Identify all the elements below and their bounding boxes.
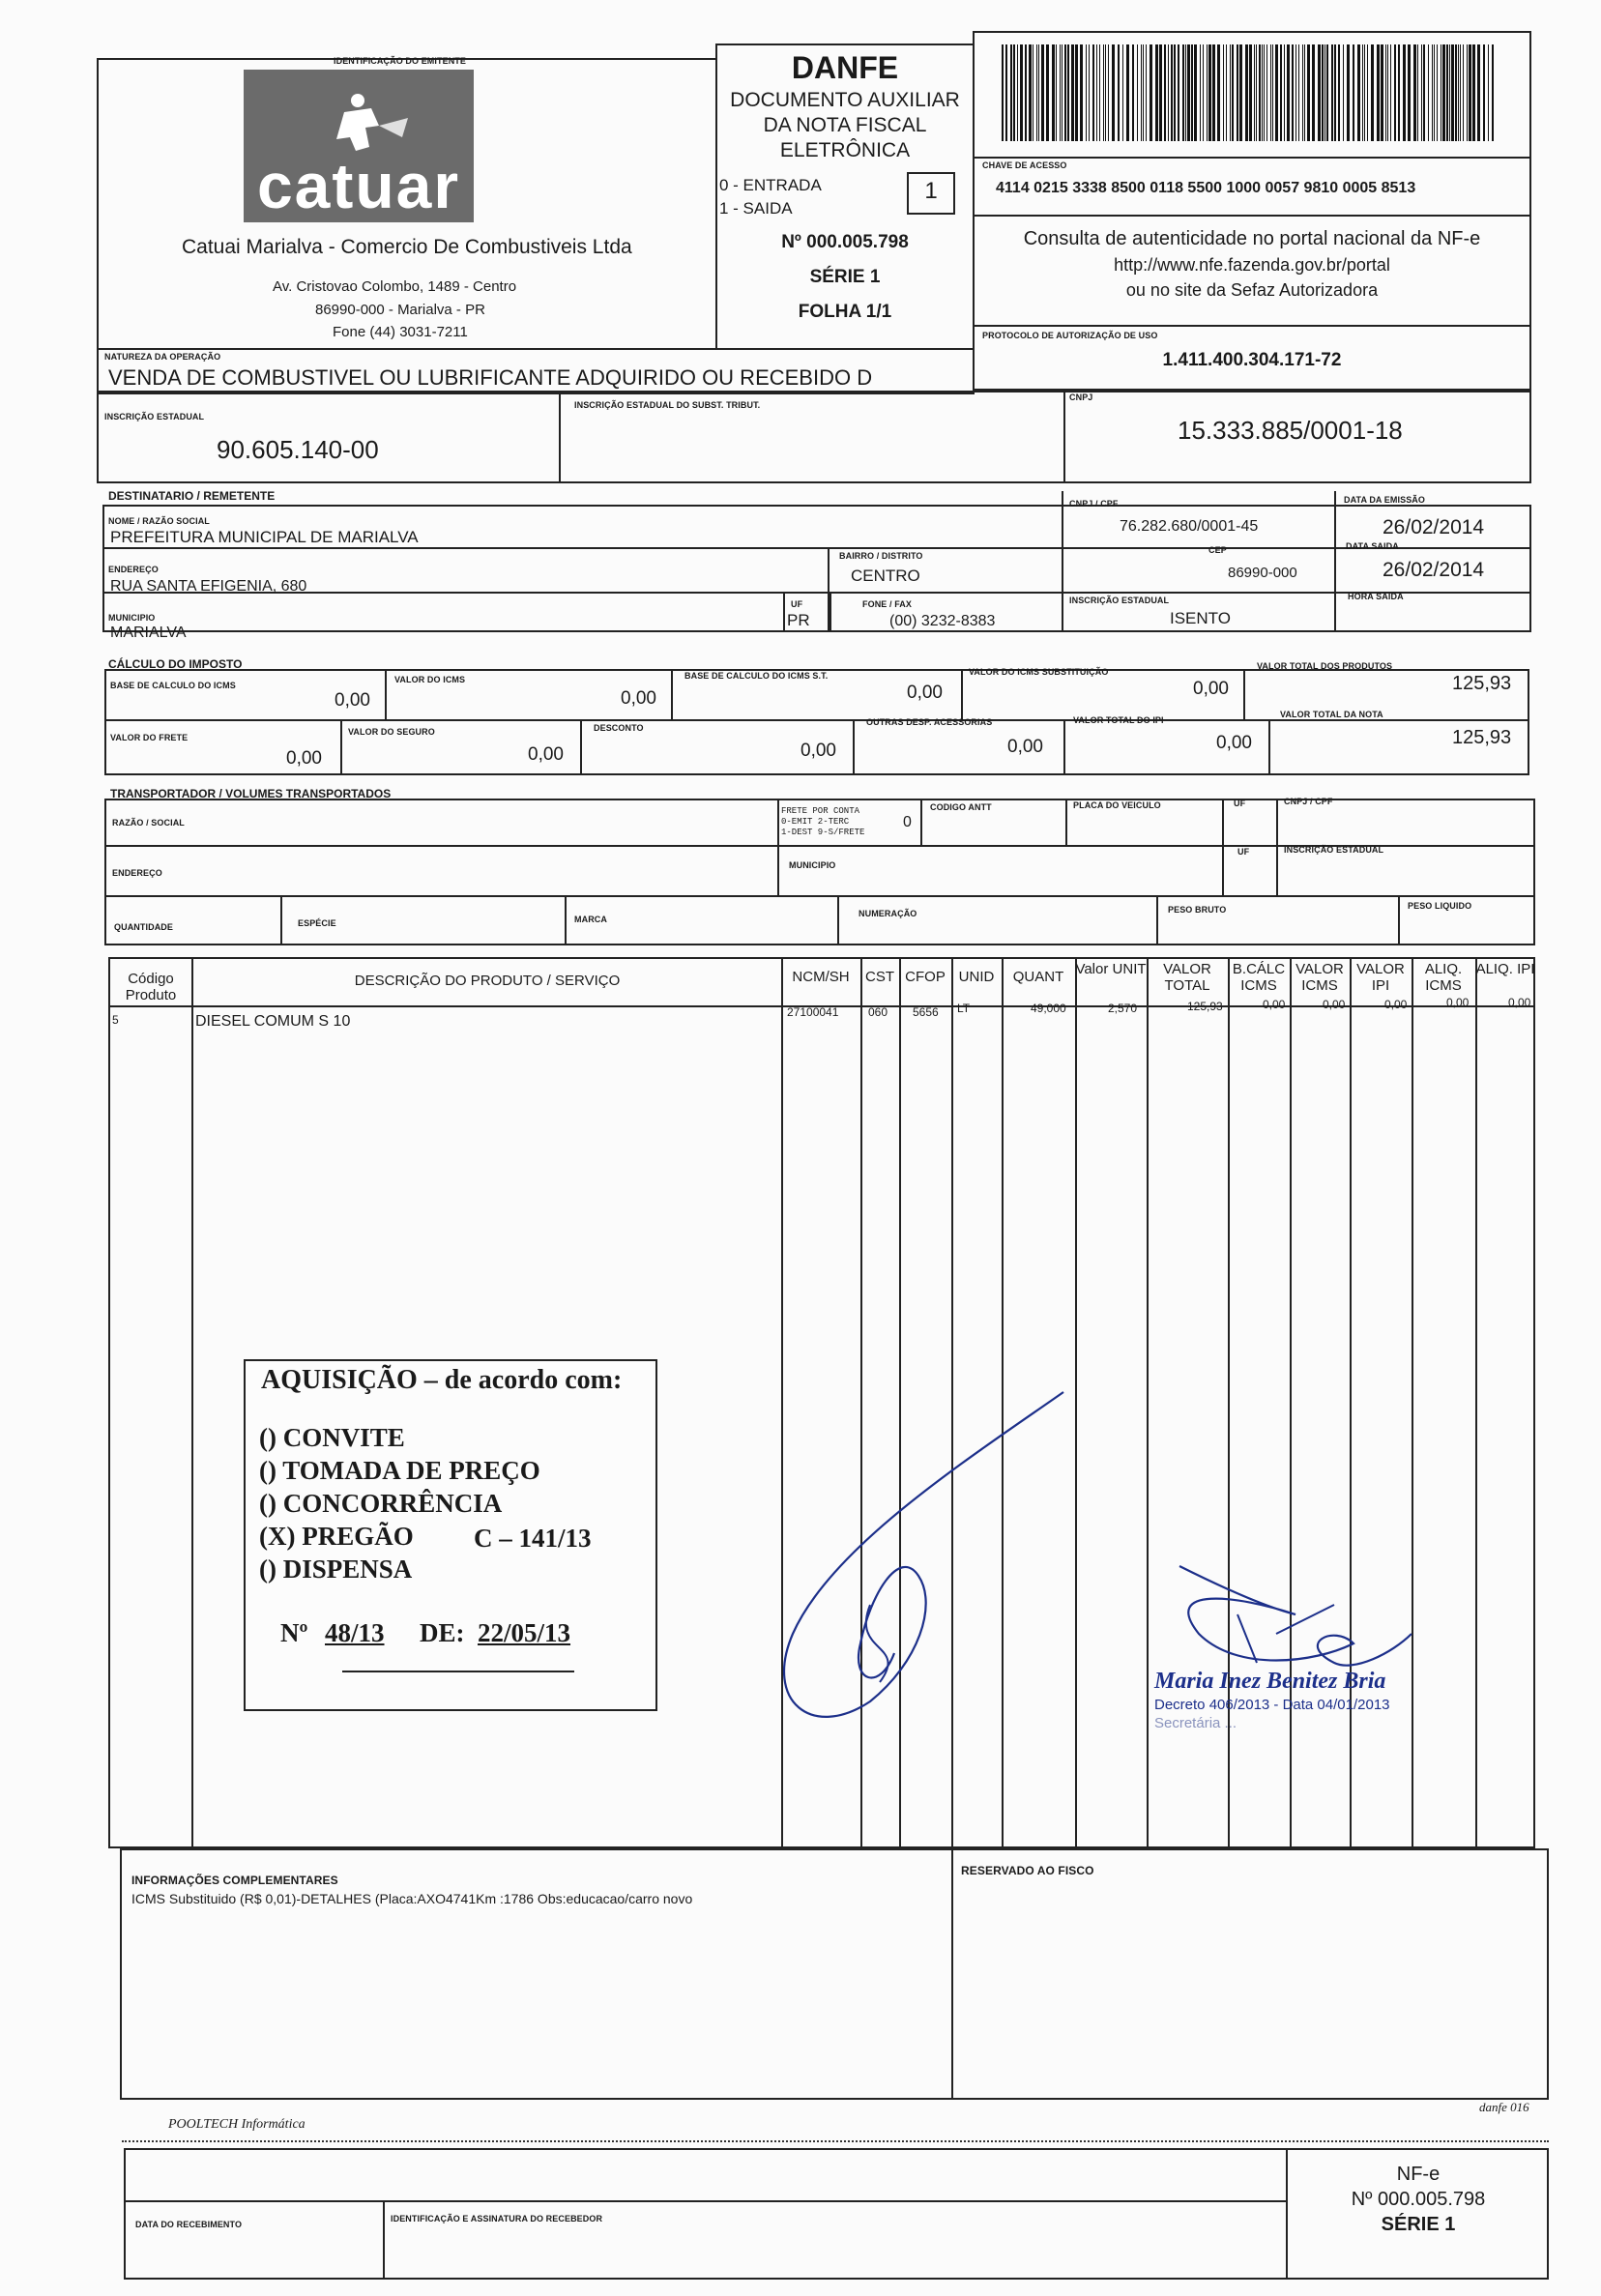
barcode-bar — [1357, 44, 1360, 141]
barcode-bar — [1432, 44, 1433, 141]
barcode-bar — [1295, 44, 1296, 141]
barcode-bar — [1467, 44, 1468, 141]
barcode-bar — [1017, 44, 1018, 141]
col-cfop: CFOP — [905, 969, 946, 985]
dest-cnpj: 76.282.680/0001-45 — [1120, 518, 1259, 535]
dest-emissao: 26/02/2014 — [1383, 516, 1485, 538]
barcode-bar — [1451, 44, 1454, 141]
natureza-value: VENDA DE COMBUSTIVEL OU LUBRIFICANTE ADQUIRIDO OU RECEBIDO D — [108, 365, 873, 390]
barcode-bar — [1449, 44, 1450, 141]
destinatario-box — [102, 505, 1531, 632]
barcode-bar — [1343, 44, 1344, 141]
barcode-bar — [1194, 44, 1197, 141]
barcode-bar — [1442, 44, 1445, 141]
barcode-bar — [1086, 44, 1087, 141]
ipi-label: VALOR TOTAL DO IPI — [1073, 715, 1164, 725]
barcode-bar — [1266, 44, 1267, 141]
frete-value: 0 — [903, 814, 912, 830]
barcode-bar — [1254, 44, 1255, 141]
emitente-cnpj-value: 15.333.885/0001-18 — [1178, 416, 1403, 445]
barcode-bar — [1150, 44, 1152, 141]
canhoto-serie: SÉRIE 1 — [1381, 2214, 1456, 2235]
barcode-bar — [1371, 44, 1374, 141]
frete-line-3: 1-DEST 9-S/FRETE — [781, 828, 865, 837]
emitente-header-label: IDENTIFICAÇÃO DO EMITENTE — [334, 56, 466, 66]
dest-nome-label: NOME / RAZÃO SOCIAL — [108, 516, 210, 526]
col-codigo: Código Produto — [125, 971, 177, 1003]
row-quant: 49,000 — [1031, 1002, 1066, 1015]
barcode-bar — [1398, 44, 1400, 141]
barcode-bar — [1264, 44, 1265, 141]
total-nota: 125,93 — [1452, 727, 1512, 748]
barcode-bar — [1132, 44, 1134, 141]
danfe-title: DANFE — [791, 50, 899, 85]
barcode-bar — [1232, 44, 1234, 141]
dest-municipio: MARIALVA — [110, 625, 187, 641]
barcode-bar — [1223, 44, 1224, 141]
stamp-opt-concorrencia: () CONCORRÊNCIA — [259, 1489, 503, 1518]
ie-st-label: INSCRIÇÃO ESTADUAL DO SUBST. TRIBUT. — [574, 400, 761, 410]
barcode-bar — [1143, 44, 1144, 141]
danfe-tipo: 1 — [924, 178, 938, 204]
barcode-bar — [1298, 44, 1299, 141]
barcode-bar — [1096, 44, 1097, 141]
danfe-saida: 1 - SAIDA — [719, 199, 793, 218]
barcode-bar — [1469, 44, 1471, 141]
barcode-bar — [1052, 44, 1055, 141]
stamp-title: AQUISIÇÃO – de acordo com: — [261, 1365, 623, 1395]
transp-uf2-label: UF — [1237, 847, 1250, 857]
company-logo — [244, 70, 474, 222]
barcode-bar — [1347, 44, 1350, 141]
barcode-bar — [1105, 44, 1106, 141]
barcode-bar — [1118, 44, 1120, 141]
transp-endereco-label: ENDEREÇO — [112, 868, 162, 878]
barcode-bar — [1455, 44, 1457, 141]
barcode-bar — [1385, 44, 1386, 141]
row-valor-icms: 0,00 — [1323, 998, 1346, 1011]
col-cst: CST — [865, 969, 894, 985]
consulta-line-1: Consulta de autenticidade no portal nacional da NF-e — [1023, 228, 1481, 249]
barcode-bar — [1312, 44, 1315, 141]
transp-ie-label: INSCRIÇÃO ESTADUAL — [1284, 845, 1384, 855]
barcode-bar — [1212, 44, 1215, 141]
danfe-subtitle-3: ELETRÔNICA — [779, 139, 911, 161]
imposto-section: CÁLCULO DO IMPOSTO — [108, 657, 243, 671]
barcode-bar — [1046, 44, 1049, 141]
stamp-opt-pregao: (X) PREGÃO — [259, 1522, 414, 1551]
barcode-bar — [1056, 44, 1057, 141]
frete-line-1: FRETE POR CONTA — [781, 806, 860, 816]
barcode-bar — [1284, 44, 1285, 141]
emitente-name: Catuai Marialva - Comercio De Combustiveis Ltda — [182, 236, 632, 258]
barcode-bar — [1270, 44, 1271, 141]
barcode-bar — [1112, 44, 1115, 141]
stamp-opt-dispensa: () DISPENSA — [259, 1555, 413, 1584]
antt-label: CODIGO ANTT — [930, 802, 992, 812]
valor-icms: 0,00 — [621, 688, 656, 709]
aquisicao-stamp — [244, 1359, 657, 1711]
danfe-subtitle-1: DOCUMENTO AUXILIAR — [730, 89, 960, 111]
barcode-bar — [1025, 44, 1027, 141]
barcode-bar — [1071, 44, 1074, 141]
valor-st-label: VALOR DO ICMS SUBSTITUIÇÃO — [969, 667, 1109, 677]
col-valor-unit: Valor UNIT — [1075, 961, 1147, 977]
dest-saida: 26/02/2014 — [1383, 559, 1485, 581]
barcode-bar — [1477, 44, 1480, 141]
consulta-line-2[interactable]: http://www.nfe.fazenda.gov.br/portal — [1114, 255, 1390, 275]
barcode-bar — [1394, 44, 1396, 141]
info-value: ICMS Substituido (R$ 0,01)-DETALHES (Placa:AXO4741Km :1786 Obs:educacao/carro novo — [131, 1891, 693, 1906]
emitente-phone: Fone (44) 3031-7211 — [333, 324, 468, 340]
barcode-bar — [1423, 44, 1425, 141]
canhoto-nfe: NF-e — [1396, 2164, 1441, 2185]
barcode-bar — [1322, 44, 1324, 141]
barcode-bar — [1182, 44, 1184, 141]
stamp-data: 22/05/13 — [478, 1618, 571, 1647]
seguro: 0,00 — [528, 744, 564, 765]
col-valor-total: VALOR TOTAL — [1163, 961, 1211, 994]
barcode-bar — [1178, 44, 1179, 141]
dest-municipio-label: MUNICIPIO — [108, 613, 156, 623]
barcode-bar — [1010, 44, 1012, 141]
valor-st: 0,00 — [1193, 679, 1229, 699]
col-descricao: DESCRIÇÃO DO PRODUTO / SERVIÇO — [354, 973, 621, 989]
row-cst: 060 — [868, 1005, 888, 1019]
transp-cnpj-label: CNPJ / CPF — [1284, 797, 1333, 806]
barcode-bar — [1013, 44, 1015, 141]
barcode-bar — [1381, 44, 1383, 141]
col-quant: QUANT — [1012, 969, 1064, 985]
barcode-bar — [1408, 44, 1411, 141]
dest-hora-label: HORA SAIDA — [1348, 592, 1404, 601]
barcode-bar — [1362, 44, 1363, 141]
protocolo-label: PROTOCOLO DE AUTORIZAÇÃO DE USO — [982, 331, 1158, 340]
barcode-bar — [1137, 44, 1138, 141]
barcode-bar — [1029, 44, 1032, 141]
barcode-bar — [1387, 44, 1388, 141]
barcode-bar — [1208, 44, 1211, 141]
emitente-address: Av. Cristovao Colombo, 1489 - Centro — [273, 278, 517, 295]
barcode-bar — [1472, 44, 1475, 141]
assinatura-label: IDENTIFICAÇÃO E ASSINATURA DO RECEBEDOR — [391, 2214, 603, 2223]
barcode-bar — [1326, 44, 1328, 141]
barcode-bar — [1141, 44, 1142, 141]
barcode-bar — [1421, 44, 1422, 141]
barcode-bar — [1334, 44, 1336, 141]
signature-cargo: Secretária ... — [1154, 1715, 1237, 1731]
barcode-bar — [1036, 44, 1037, 141]
danfe-serie: SÉRIE 1 — [809, 267, 881, 287]
barcode-bar — [1437, 44, 1438, 141]
dest-endereco-label: ENDEREÇO — [108, 565, 159, 574]
barcode-bar — [1413, 44, 1416, 141]
barcode-bar — [1126, 44, 1129, 141]
dest-cnpj-label: CNPJ / CPF — [1069, 499, 1119, 509]
dest-bairro: CENTRO — [851, 567, 920, 585]
dest-cep: 86990-000 — [1228, 565, 1297, 581]
row-valor-unit: 2,570 — [1108, 1002, 1138, 1015]
desconto: 0,00 — [800, 741, 836, 761]
barcode-bar — [1230, 44, 1231, 141]
protocolo-value: 1.411.400.304.171-72 — [1162, 350, 1342, 370]
barcode-bar — [1200, 44, 1201, 141]
barcode-bar — [1089, 44, 1090, 141]
barcode-bar — [1164, 44, 1166, 141]
barcode-bar — [1324, 44, 1325, 141]
barcode-bar — [1390, 44, 1391, 141]
frete-line-2: 0-EMIT 2-TERC — [781, 817, 850, 827]
barcode-bar — [1185, 44, 1186, 141]
barcode-bar — [1226, 44, 1227, 141]
barcode-bar — [1458, 44, 1459, 141]
peso-liquido-label: PESO LIQUIDO — [1408, 901, 1472, 911]
dest-fone-label: FONE / FAX — [862, 599, 913, 609]
transp-municipio-label: MUNICIPIO — [789, 860, 836, 870]
barcode-bar — [1307, 44, 1310, 141]
barcode-bar — [1064, 44, 1066, 141]
dest-emissao-label: DATA DA EMISSÃO — [1344, 495, 1425, 505]
barcode-bar — [1067, 44, 1069, 141]
barcode-bar — [1262, 44, 1263, 141]
emitente-cep-city: 86990-000 - Marialva - PR — [315, 302, 485, 318]
stamp-data-label: DE: — [420, 1618, 465, 1647]
row-unid: LT — [957, 1002, 971, 1015]
barcode-bar — [1092, 44, 1094, 141]
transp-razao-label: RAZÃO / SOCIAL — [112, 818, 185, 828]
outras-label: OUTRAS DESP. ACESSORIAS — [866, 717, 993, 727]
barcode-bar — [1492, 44, 1494, 141]
barcode-bar — [1446, 44, 1448, 141]
natureza-label: NATUREZA DA OPERAÇÃO — [104, 352, 221, 362]
total-nota-label: VALOR TOTAL DA NOTA — [1280, 710, 1383, 719]
col-bc-icms: B.CÁLC ICMS — [1232, 961, 1286, 994]
stamp-opt-tomada: () TOMADA DE PREÇO — [259, 1456, 540, 1485]
marca-label: MARCA — [574, 915, 607, 924]
barcode-bar — [1002, 44, 1004, 141]
base-st: 0,00 — [907, 683, 943, 703]
row-valor-total: 125,93 — [1187, 1000, 1223, 1013]
signature-stamp — [1154, 1669, 1483, 1731]
row-aliq-icms: 0,00 — [1446, 996, 1470, 1009]
danfe-subtitle-2: DA NOTA FISCAL — [763, 114, 927, 136]
barcode-bar — [1239, 44, 1242, 141]
barcode-bar — [1259, 44, 1261, 141]
barcode-bar — [1488, 44, 1489, 141]
barcode-bar — [1122, 44, 1123, 141]
row-cfop: 5656 — [913, 1005, 939, 1019]
ie-label: INSCRIÇÃO ESTADUAL — [104, 412, 205, 421]
barcode-bar — [1275, 44, 1278, 141]
barcode-bar — [1331, 44, 1333, 141]
dest-ie: ISENTO — [1170, 609, 1231, 627]
barcode-bar — [1367, 44, 1368, 141]
fisco-label: RESERVADO AO FISCO — [961, 1864, 1094, 1877]
software-credit: POOLTECH Informática — [168, 2117, 306, 2132]
ie-value: 90.605.140-00 — [217, 435, 379, 464]
barcode-bar — [1483, 44, 1485, 141]
dest-cep-label: CEP — [1208, 545, 1227, 555]
barcode-bar — [1353, 44, 1354, 141]
canhoto-numero: Nº 000.005.798 — [1351, 2189, 1486, 2210]
frete-label: VALOR DO FRETE — [110, 733, 189, 742]
row-ncm: 27100041 — [787, 1005, 839, 1019]
barcode-bar — [1245, 44, 1248, 141]
col-valor-icms: VALOR ICMS — [1295, 961, 1344, 994]
barcode-bar — [1041, 44, 1044, 141]
barcode-bar — [1417, 44, 1418, 141]
frete: 0,00 — [286, 748, 322, 769]
dest-uf: PR — [787, 611, 810, 629]
emitente-cnpj-label: CNPJ — [1069, 392, 1093, 402]
stamp-numero-label: Nº — [280, 1618, 308, 1647]
info-label: INFORMAÇÕES COMPLEMENTARES — [131, 1874, 338, 1887]
base-icms: 0,00 — [335, 690, 370, 711]
base-st-label: BASE DE CALCULO DO ICMS S.T. — [684, 671, 829, 681]
seguro-label: VALOR DO SEGURO — [348, 727, 435, 737]
barcode-bar — [1005, 44, 1007, 141]
row-aliq-ipi: 0,00 — [1508, 996, 1531, 1009]
barcode-bar — [1318, 44, 1321, 141]
col-unid: UNID — [958, 969, 995, 985]
barcode-bar — [1099, 44, 1100, 141]
especie-label: ESPÉCIE — [298, 918, 336, 928]
row-valor-ipi: 0,00 — [1384, 998, 1408, 1011]
total-prod-label: VALOR TOTAL DOS PRODUTOS — [1257, 661, 1393, 671]
placa-label: PLACA DO VEICULO — [1073, 800, 1161, 810]
row-descricao: DIESEL COMUM S 10 — [195, 1013, 351, 1030]
quantidade-label: QUANTIDADE — [114, 922, 173, 932]
transp-uf-label: UF — [1234, 799, 1246, 808]
barcode-bar — [1272, 44, 1273, 141]
barcode-bar — [1207, 44, 1208, 141]
barcode-bar — [1155, 44, 1158, 141]
stamp-opt-convite: () CONVITE — [259, 1423, 405, 1452]
col-aliq-icms: ALIQ. ICMS — [1424, 961, 1463, 994]
dest-bairro-label: BAIRRO / DISTRITO — [839, 551, 923, 561]
barcode — [1002, 44, 1497, 141]
dest-nome: PREFEITURA MUNICIPAL DE MARIALVA — [110, 528, 419, 546]
barcode-bar — [1302, 44, 1303, 141]
danfe-numero: Nº 000.005.798 — [781, 232, 909, 252]
danfe-entrada: 0 - ENTRADA — [719, 176, 822, 194]
barcode-bar — [1460, 44, 1461, 141]
barcode-bar — [1168, 44, 1169, 141]
peso-bruto-label: PESO BRUTO — [1168, 905, 1227, 915]
barcode-bar — [1191, 44, 1193, 141]
row-codigo: 5 — [112, 1013, 119, 1027]
barcode-bar — [1292, 44, 1294, 141]
barcode-bar — [1338, 44, 1340, 141]
signature-name: Maria Inez Benitez Bria — [1154, 1669, 1386, 1694]
barcode-bar — [1249, 44, 1252, 141]
stamp-opt-pregao-ref: C – 141/13 — [474, 1524, 592, 1553]
numeracao-label: NUMERAÇÃO — [859, 909, 917, 918]
barcode-bar — [1060, 44, 1061, 141]
barcode-bar — [1075, 44, 1078, 141]
logo-text: catuar — [256, 150, 461, 221]
dest-fone: (00) 3232-8383 — [889, 613, 996, 629]
base-icms-label: BASE DE CALCULO DO ICMS — [110, 681, 236, 690]
chave-value: 4114 0215 3338 8500 0118 5500 1000 0057 9810 0005 8513 — [996, 180, 1416, 196]
barcode-bar — [1187, 44, 1190, 141]
ipi: 0,00 — [1216, 733, 1252, 753]
stamp-numero: 48/13 — [325, 1618, 385, 1647]
row-bc-icms: 0,00 — [1263, 998, 1286, 1011]
cut-line — [122, 2140, 1549, 2142]
barcode-bar — [1434, 44, 1435, 141]
signature-decreto: Decreto 406/2013 - Data 04/01/2013 — [1154, 1697, 1390, 1713]
barcode-bar — [1080, 44, 1083, 141]
barcode-bar — [1174, 44, 1176, 141]
barcode-bar — [1159, 44, 1162, 141]
total-prod: 125,93 — [1452, 673, 1512, 694]
frete-por-conta — [781, 806, 864, 838]
transportador-section: TRANSPORTADOR / VOLUMES TRANSPORTADOS — [110, 787, 392, 800]
dest-endereco: RUA SANTA EFIGENIA, 680 — [110, 578, 307, 595]
barcode-bar — [1428, 44, 1429, 141]
col-aliq-ipi: ALIQ. IPI — [1475, 961, 1535, 977]
barcode-bar — [1146, 44, 1147, 141]
dest-ie-label: INSCRIÇÃO ESTADUAL — [1069, 596, 1170, 605]
barcode-bar — [1304, 44, 1305, 141]
outras: 0,00 — [1007, 737, 1043, 757]
chave-label: CHAVE DE ACESSO — [982, 160, 1067, 170]
danfe-folha: FOLHA 1/1 — [798, 302, 892, 322]
barcode-bar — [1108, 44, 1109, 141]
barcode-bar — [1020, 44, 1023, 141]
desconto-label: DESCONTO — [594, 723, 644, 733]
recebimento-label: DATA DO RECEBIMENTO — [135, 2220, 243, 2229]
barcode-bar — [1103, 44, 1104, 141]
col-valor-ipi: VALOR IPI — [1356, 961, 1405, 994]
destinatario-section: DESTINATARIO / REMETENTE — [108, 489, 276, 503]
barcode-bar — [1364, 44, 1365, 141]
barcode-bar — [1217, 44, 1220, 141]
barcode-bar — [1203, 44, 1204, 141]
barcode-bar — [1377, 44, 1380, 141]
barcode-bar — [1256, 44, 1257, 141]
col-ncm: NCM/SH — [792, 969, 850, 985]
barcode-bar — [1237, 44, 1238, 141]
danfe-ref: danfe 016 — [1479, 2100, 1529, 2114]
barcode-bar — [1403, 44, 1406, 141]
barcode-bar — [1038, 44, 1039, 141]
barcode-bar — [1287, 44, 1290, 141]
consulta-line-3: ou no site da Sefaz Autorizadora — [1125, 280, 1379, 300]
valor-icms-label: VALOR DO ICMS — [394, 675, 466, 684]
barcode-bar — [1463, 44, 1464, 141]
dest-uf-label: UF — [791, 599, 803, 609]
dest-saida-label: DATA SAIDA — [1346, 541, 1399, 551]
barcode-bar — [1280, 44, 1282, 141]
barcode-bar — [1171, 44, 1173, 141]
